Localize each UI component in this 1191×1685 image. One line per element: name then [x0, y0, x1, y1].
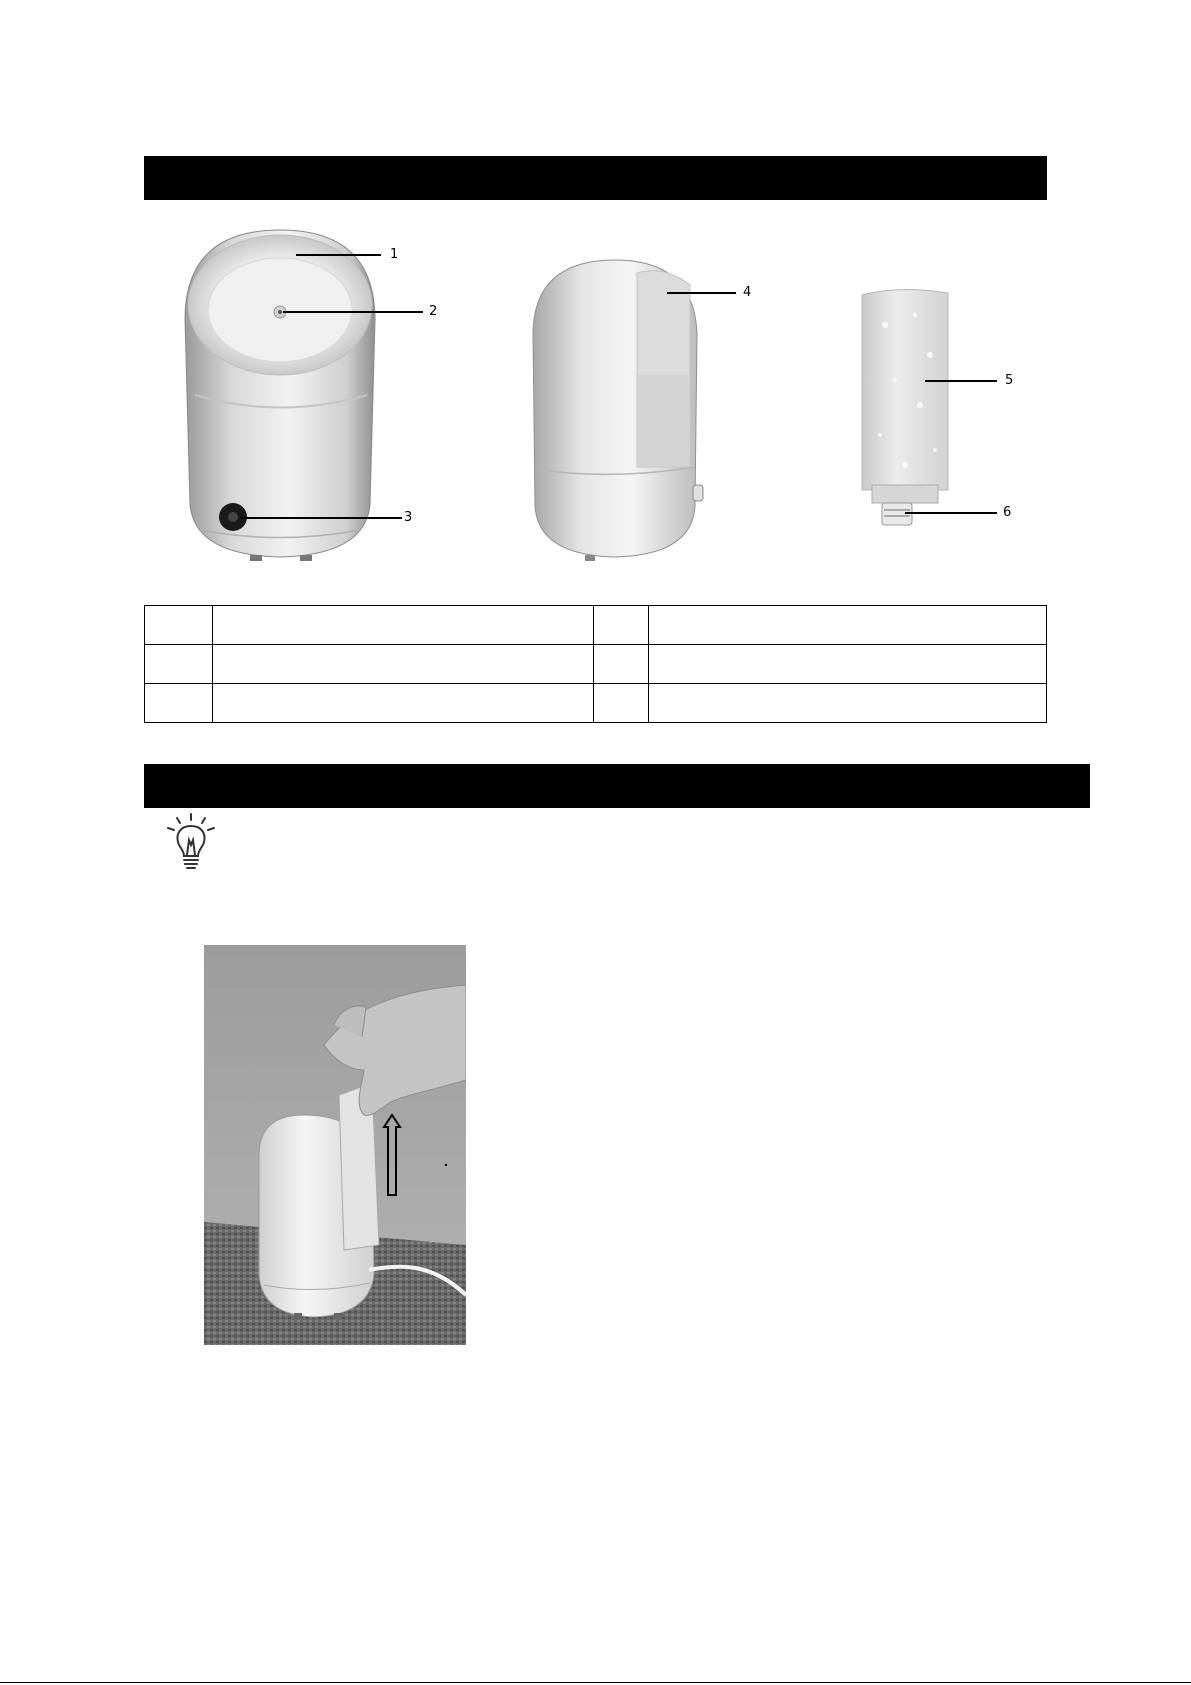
humidifier-side-view [525, 255, 715, 565]
callout-line-6 [905, 512, 997, 514]
table-cell [145, 645, 213, 684]
callout-line-4 [667, 292, 736, 294]
tank-removal-photo [204, 945, 466, 1345]
table-cell [649, 606, 1047, 645]
table-cell [649, 645, 1047, 684]
table-cell [594, 606, 649, 645]
table-cell [594, 684, 649, 723]
table-row [145, 606, 1047, 645]
table-cell [594, 645, 649, 684]
section-header-bar [144, 156, 1047, 200]
callout-number-5: 5 [1005, 373, 1014, 388]
callout-number-2: 2 [429, 304, 438, 319]
table-row [145, 645, 1047, 684]
table-cell [145, 606, 213, 645]
page-bottom-rule [0, 1682, 1191, 1683]
callout-line-1 [296, 254, 381, 256]
callout-number-1: 1 [390, 247, 399, 262]
callout-number-6: 6 [1003, 505, 1012, 520]
lightbulb-icon [165, 812, 217, 872]
callout-number-4: 4 [743, 285, 752, 300]
table-cell [649, 684, 1047, 723]
callout-line-5 [925, 380, 997, 382]
table-cell [212, 684, 594, 723]
table-cell [212, 645, 594, 684]
parts-table [144, 605, 1047, 723]
water-tank-view [860, 285, 955, 545]
table-cell [212, 606, 594, 645]
table-row [145, 684, 1047, 723]
callout-line-3 [240, 517, 402, 519]
table-cell [145, 684, 213, 723]
section-header-bar [144, 764, 1090, 808]
callout-line-2 [283, 311, 423, 313]
callout-number-3: 3 [404, 510, 413, 525]
